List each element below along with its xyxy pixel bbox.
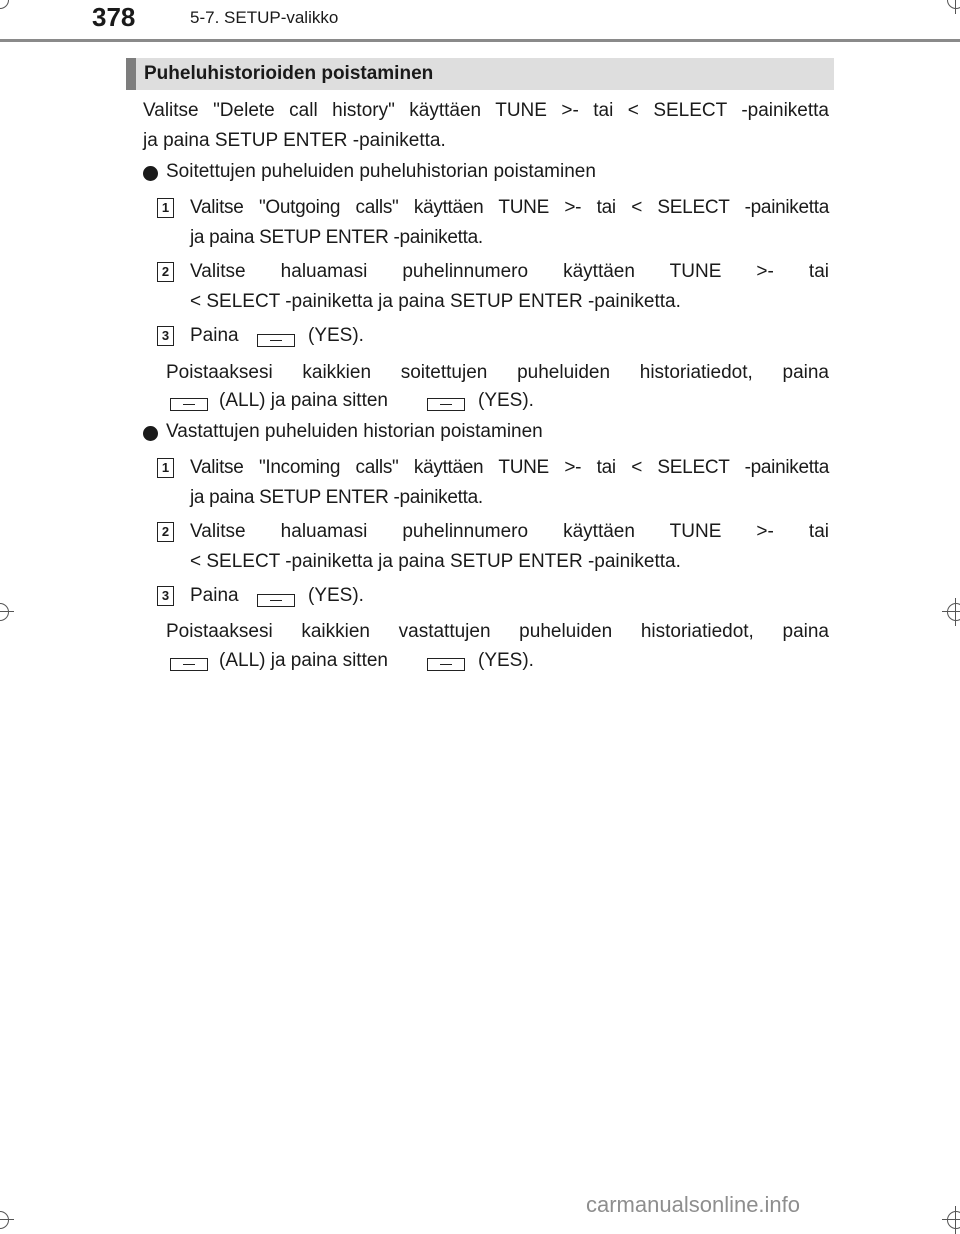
outgoing-step-2-line-1: Valitse haluamasi puhelinnumero käyttäen TUNE >- tai	[190, 261, 829, 282]
outgoing-heading: Soitettujen puheluiden puheluhistorian poistaminen	[166, 161, 596, 182]
all-button-icon	[170, 658, 208, 671]
incoming-step-2-line-1: Valitse haluamasi puhelinnumero käyttäen TUNE >- tai	[190, 521, 829, 542]
watermark: carmanualsonline.info	[586, 1192, 801, 1217]
chapter-title: 5-7. SETUP-valikko	[190, 8, 339, 27]
outgoing-step-1-line-1: Valitse "Outgoing calls" käyttäen TUNE >- tai < SELECT -painiketta	[190, 197, 829, 218]
incoming-note-all: (ALL) ja paina sitten	[219, 650, 388, 671]
outgoing-note-all: (ALL) ja paina sitten	[219, 390, 388, 411]
intro-line-1: Valitse "Delete call history" käyttäen TUNE >- tai < SELECT -painiketta	[143, 100, 829, 121]
page-number: 378	[92, 2, 136, 32]
incoming-step-1-line-2: ja paina SETUP ENTER -painiketta.	[190, 487, 483, 508]
yes-button-icon	[257, 334, 295, 347]
outgoing-step-1-line-2: ja paina SETUP ENTER -painiketta.	[190, 227, 483, 248]
registration-mark-mid-right	[942, 598, 960, 626]
incoming-step-1-line-1: Valitse "Incoming calls" käyttäen TUNE >- tai < SELECT -painiketta	[190, 457, 829, 478]
bullet-icon	[143, 426, 158, 441]
incoming-step-3-post: (YES).	[308, 585, 364, 606]
outgoing-step-2-line-2: < SELECT -painiketta ja paina SETUP ENTER -painiketta.	[190, 291, 681, 312]
step-number-icon: 2	[157, 262, 174, 282]
outgoing-step-3-post: (YES).	[308, 325, 364, 346]
registration-mark-top-right	[942, 0, 960, 14]
incoming-step-2-line-2: < SELECT -painiketta ja paina SETUP ENTER -painiketta.	[190, 551, 681, 572]
registration-mark-top-left	[0, 0, 14, 14]
step-number-icon: 1	[157, 198, 174, 218]
outgoing-note-line-1: Poistaaksesi kaikkien soitettujen puheluiden historiatiedot, paina	[166, 362, 829, 383]
step-number-icon: 1	[157, 458, 174, 478]
outgoing-step-3-pre: Paina	[190, 325, 239, 346]
registration-mark-bottom-left	[0, 1206, 14, 1234]
incoming-heading: Vastattujen puheluiden historian poistaminen	[166, 421, 543, 442]
incoming-step-3-pre: Paina	[190, 585, 239, 606]
section-title: Puheluhistorioiden poistaminen	[144, 63, 434, 84]
step-number-icon: 3	[157, 326, 174, 346]
registration-mark-mid-left	[0, 598, 14, 626]
bullet-icon	[143, 166, 158, 181]
yes-button-icon	[427, 398, 465, 411]
all-button-icon	[170, 398, 208, 411]
intro-line-2: ja paina SETUP ENTER -painiketta.	[143, 130, 446, 151]
incoming-note-yes: (YES).	[478, 650, 534, 671]
incoming-note-line-1: Poistaaksesi kaikkien vastattujen puheluiden historiatiedot, paina	[166, 621, 829, 642]
yes-button-icon	[257, 594, 295, 607]
step-number-icon: 3	[157, 586, 174, 606]
section-heading	[126, 58, 834, 90]
header-divider	[0, 39, 960, 42]
yes-button-icon	[427, 658, 465, 671]
registration-mark-bottom-right	[942, 1206, 960, 1234]
outgoing-note-yes: (YES).	[478, 390, 534, 411]
step-number-icon: 2	[157, 522, 174, 542]
